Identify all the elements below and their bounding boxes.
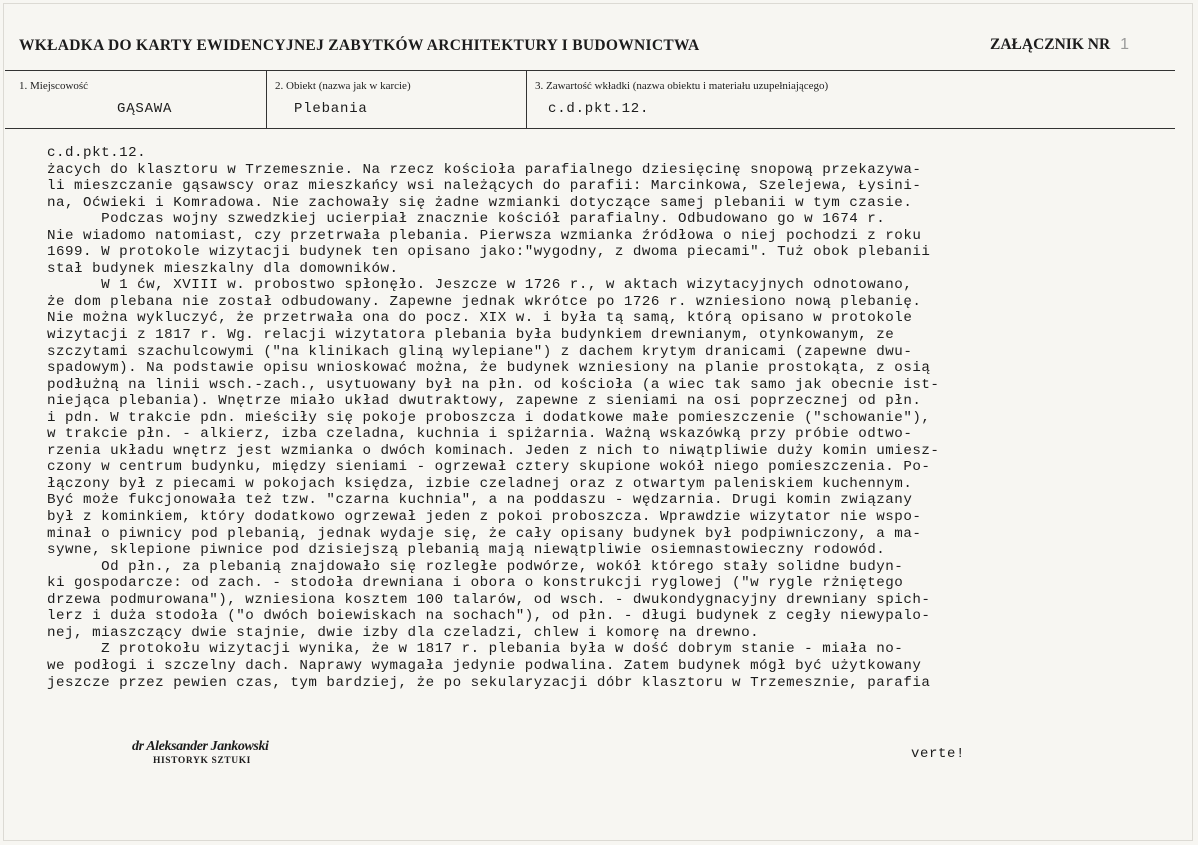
contents-label: 3. Zawartość wkładki (nazwa obiektu i materiału uzupełniającego) [535,80,829,92]
object-value: Plebania [294,101,368,117]
annex-number: 1 [1120,36,1130,53]
typed-body-text: c.d.pkt.12. żacych do klasztoru w Trzemesznie. Na rzecz kościoła parafialnego dziesięcinę snopową przekazywa- li mieszczanie gąsawscy oraz mieszkańcy wsi należących do parafii: Marcinkowa, Szelejewa, Łysini- na, Oćwieki i Komradowa. Nie zachowały się żadne wzmianki dotyczące samej plebanii w tym czasie. Podczas wojny szwedzkiej ucierpiał znacznie kościół parafialny. Odbudowano go w 1674 r. Nie wiadomo natomiast, czy przetrwała plebania. Pierwsza wzmianka źródłowa o niej pochodzi z roku 1699. W protokole wizytacji budynek ten opisano jako:"wygodny, z dwoma piecami". Tuż obok plebanii stał budynek mieszkalny dla domowników. W 1 ćw, XVIII w. probostwo spłonęło. Jeszcze w 1726 r., w aktach wizytacyjnych odnotowano, że dom plebana nie został odbudowany. Zapewne jednak wkrótce po 1726 r. wzniesiono nową plebanię. Nie można wykluczyć, że przetrwała ona do pocz. XIX w. i była tą samą, którą opisano w protokole wizytacji z 1817 r. Wg. relacji wizytatora plebania była budynkiem drewnianym, otynkowanym, ze szczytami szachulcowymi ("na klinikach gliną wylepiane") z dachem krytym dranicami (zapewne dwu- spadowym). Na podstawie opisu wnioskować można, że budynek wzniesiony na planie prostokąta, z osią podłużną na linii wsch.-zach., usytuowany był na płn. od kościoła (a wiec tak samo jak obecnie ist- niejąca plebania). Wnętrze miało układ dwutraktowy, zapewne z sieniami na osi poprzecznej od płn. i pdn. W trakcie pdn. mieściły się pokoje proboszcza i dodatkowe małe pomieszczenie ("schowanie"), w trakcie płn. - alkierz, izba czeladna, kuchnia i spiżarnia. Ważną wskazówką przy próbie odtwo- rzenia układu wnętrz jest wzmianka o dwóch kominach. Jeden z nich to niwątpliwie duży komin umiesz- czony w centrum budynku, między sieniami - ogrzewał cztery skupione wokół niego pomieszczenia. Po- łączony był z piecami w pokojach księdza, izbie czeladnej oraz z otwartym paleniskiem kuchennym. Być może fukcjonowała też tzw. "czarna kuchnia", a na poddaszu - wędzarnia. Drugi komin związany był z kominkiem, który dodatkowo ogrzewał jeden z pokoi proboszcza. Wprawdzie wizytator nie wspo- minał o piwnicy pod plebanią, jednak wydaje się, że cały opisany budynek był podpiwniczony, a ma- sywne, sklepione piwnice pod dzisiejszą plebanią mają niewątpliwie osiemnastowieczny rodowód. Od płn., za plebanią znajdowało się rozległe podwórze, wokół którego stały solidne budyn- ki gospodarcze: od zach. - stodoła drewniana i obora o konstrukcji ryglowej ("w rygle rżniętego drzewa podmurowana"), wzniesiona kosztem 100 talarów, od wsch. - dwukondygnacyjny drewniany spich- lerz i duża stodoła ("o dwóch boiewiskach na sochach"), od płn. - długi budynek z cegły niewypalo- nej, miaszczący dwie stajnie, dwie izby dla czeladzi, chlew i komorę na drewno. Z protokołu wizytacji wynika, że w 1817 r. plebania była w dość dobrym stanie - miała no- we podłogi i szczelny dach. Naprawy wymagała jedynie podwalina. Zatem budynek mógł być użytkowany jeszcze przez pewien czas, tym bardziej, że po sekularyzacji dóbr klasztoru w Trzemesznie, parafia [47,145,940,691]
field-separator-2 [526,71,527,128]
signature-title: HISTORYK SZTUKI [153,756,251,766]
object-label: 2. Obiekt (nazwa jak w karcie) [275,80,411,92]
annex-heading [990,36,1129,54]
verte-note: verte! [911,746,966,762]
annex-label: ZAŁĄCZNIK NR [990,36,1111,53]
header-top-rule [5,70,1175,71]
signature-stamp: dr Aleksander Jankowski [132,739,269,754]
header-bottom-rule [5,128,1175,129]
form-title: WKŁADKA DO KARTY EWIDENCYJNEJ ZABYTKÓW ARCHITEKTURY I BUDOWNICTWA [19,37,700,54]
field-separator-1 [266,71,267,128]
contents-value: c.d.pkt.12. [548,101,650,117]
locality-value: GĄSAWA [117,101,173,117]
locality-label: 1. Miejscowość [19,80,89,92]
